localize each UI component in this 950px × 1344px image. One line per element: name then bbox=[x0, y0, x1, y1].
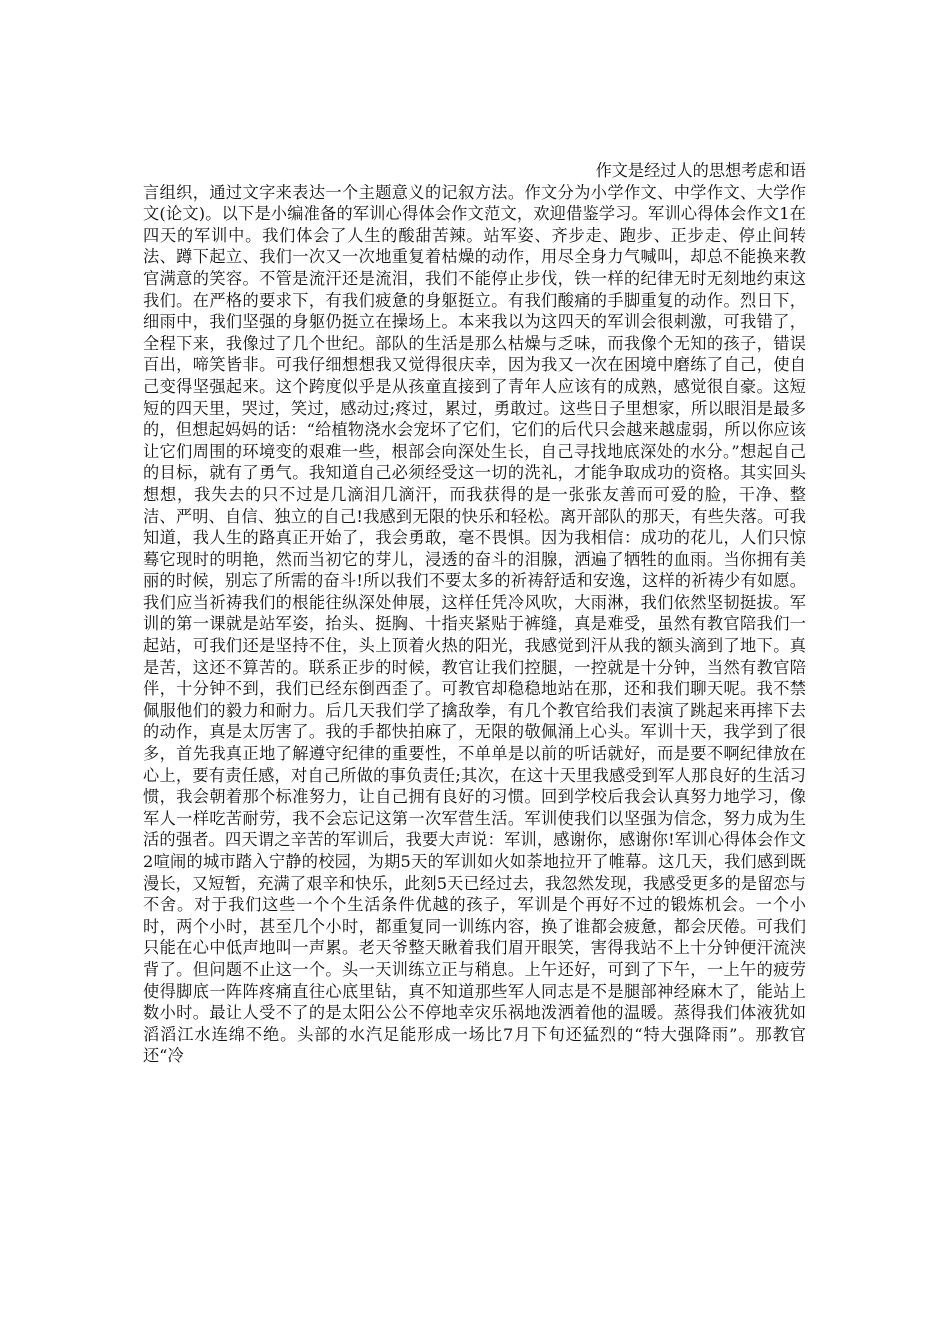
essay-article bbox=[143, 160, 806, 1067]
essay-body-text: 言组织，通过文字来表达一个主题意义的记叙方法。作文分为小学作文、中学作文、大学作文(论文)。以下是小编准备的军训心得体会作文范文，欢迎借鉴学习。军训心得体会作文1在四天的军训中。我们体会了人生的酸甜苦辣。站军姿、齐步走、跑步、正步走、停止间转法、蹲下起立、我们一次又一次地重复着枯燥的动作，用尽全身力气喊叫，却总不能换来教官满意的笑容。不管是流汗还是流泪，我们不能停止步伐，铁一样的纪律无时无刻地约束这我们。在严格的要求下，有我们疲惫的身躯挺立。有我们酸痛的手脚重复的动作。烈日下，细雨中，我们坚强的身躯仍挺立在操场上。本来我以为这四天的军训会很刺激，可我错了，全程下来，我像过了几个世纪。部队的生活是那么枯燥与乏味，而我像个无知的孩子，错误百出，啼笑皆非。可我仔细想想我又觉得很庆幸，因为我又一次在困境中磨练了自己，使自己变得坚强起来。这个跨度似乎是从孩童直接到了青年人应该有的成熟，感觉很自豪。这短短的四天里，哭过，笑过，感动过;疼过，累过，勇敢过。这些日子里想家，所以眼泪是最多的，但想起妈妈的话：“给植物浇水会宠坏了它们，它们的后代只会越来越虚弱，所以你应该让它们周围的环境变的艰难一些，根部会向深处生长，自己寻找地底深处的水分。”想起自己的目标，就有了勇气。我知道自己必须经受这一切的洗礼，才能争取成功的资格。其实回头想想，我失去的只不过是几滴泪几滴汗，而我获得的是一张张友善而可爱的脸，干净、整洁、严明、自信、独立的自己!我感到无限的快乐和轻松。离开部队的那天，有些失落。可我知道，我人生的路真正开始了，我会勇敢，毫不畏惧。因为我相信：成功的花儿，人们只惊蓦它现时的明艳，然而当初它的芽儿，浸透的奋斗的泪腺，洒遍了牺牲的血雨。当你拥有美丽的时候，别忘了所需的奋斗!所以我们不要太多的祈祷舒适和安逸，这样的祈祷少有如愿。我们应当祈祷我们的根能往纵深处伸展，这样任凭冷风吹，大雨淋，我们依然坚韧挺拔。军训的第一课就是站军姿，抬头、挺胸、十指夹紧贴于裤缝，真是难受，虽然有教官陪我们一起站，可我们还是坚持不住，头上顶着火热的阳光，我感觉到汗从我的额头滴到了地下。真是苦，这还不算苦的。联系正步的时候，教官让我们控腿，一控就是十分钟，当然有教官陪伴，十分钟不到，我们已经东倒西歪了。可教官却稳稳地站在那，还和我们聊天呢。我不禁佩服他们的毅力和耐力。后几天我们学了擒敌拳，有几个教官给我们表演了跳起来再摔下去的动作，真是太厉害了。我的手都快拍麻了，无限的敬佩涌上心头。军训十天，我学到了很多，首先我真正地了解遵守纪律的重要性，不单单是以前的听话就好，而是要不啊纪律放在心上，要有责任感，对自己所做的事负责任;其次，在这十天里我感受到军人那良好的生活习惯，我会朝着那个标准努力，让自己拥有良好的习惯。回到学校后我会认真努力地学习，像军人一样吃苦耐劳，我不会忘记这第一次军营生活。军训使我们以坚强为信念，努力成为生活的强者。四天谓之辛苦的军训后，我要大声说：军训，感谢你，感谢你!军训心得体会作文2喧闹的城市踏入宁静的校园，为期5天的军训如火如荼地拉开了帷幕。这几天，我们感到既漫长，又短暂，充满了艰辛和快乐，此刻5天已经过去，我忽然发现，我感受更多的是留恋与不舍。对于我们这些一个个生活条件优越的孩子，军训是个再好不过的锻炼机会。一个小时，两个小时，甚至几个小时，都重复同一训练内容，换了谁都会疲惫，都会厌倦。可我们只能在心中低声地叫一声累。老天爷整天瞅着我们眉开眼笑，害得我站不上十分钟便汗流浃背了。但问题不止这一个。头一天训练立正与稍息。上午还好，可到了下午，一上午的疲劳使得脚底一阵阵疼痛直往心底里钻，真不知道那些军人同志是不是腿部神经麻木了，能站上数小时。最让人受不了的是太阳公公不停地幸灾乐祸地泼洒着他的温暖。蒸得我们体液犹如滔滔江水连绵不绝。头部的水汽足能形成一场比7月下旬还猛烈的“特大强降雨”。那教官还“冷 bbox=[143, 182, 806, 1066]
essay-first-line: 作文是经过人的思想考虑和语 bbox=[595, 161, 806, 180]
